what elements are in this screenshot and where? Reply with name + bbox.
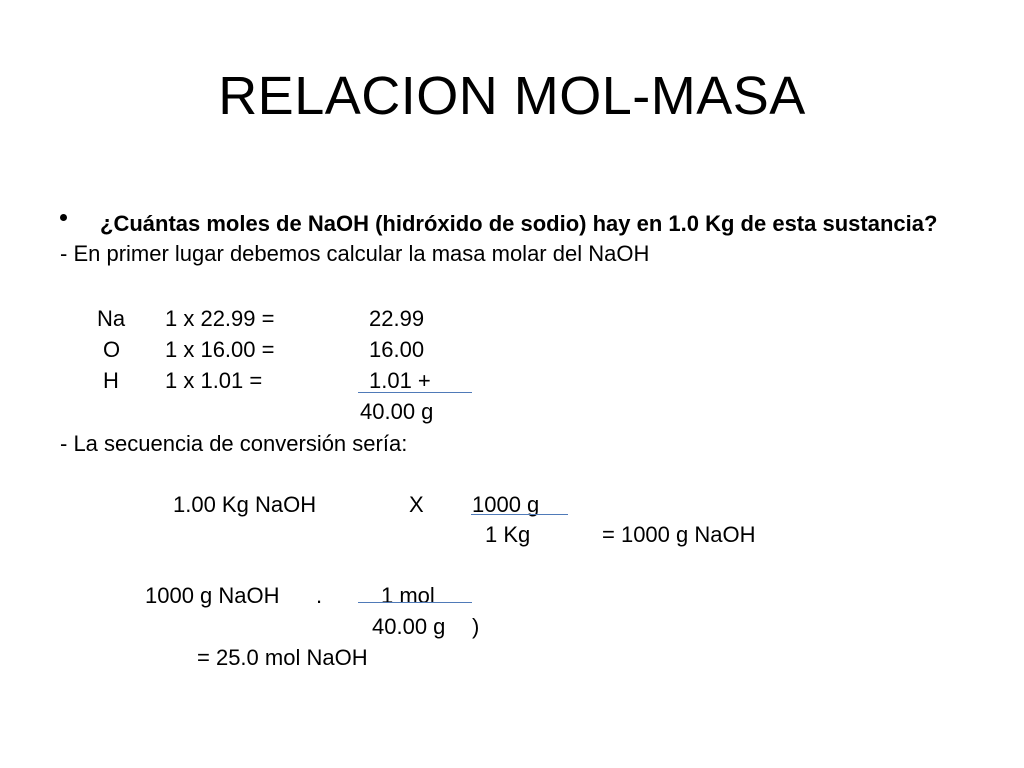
conv2-result: = 25.0 mol NaOH: [197, 645, 368, 670]
conv2-close-paren: ): [472, 614, 480, 639]
value-h: 1.01 +: [369, 368, 431, 393]
value-o: 16.00: [369, 337, 425, 362]
conv1-quantity: 1.00 Kg NaOH: [173, 492, 317, 517]
molar-mass-total: 40.00 g: [360, 399, 434, 424]
conv2-fraction-rule: [358, 602, 472, 603]
conv1-fraction-rule: [471, 514, 568, 515]
value-na: 22.99: [369, 306, 425, 331]
calc-h: 1 x 1.01 =: [165, 368, 263, 393]
bullet-icon: [60, 214, 67, 221]
conv2-numerator: 1 mol: [381, 583, 435, 608]
calc-o: 1 x 16.00 =: [165, 337, 275, 362]
conv2-operator: .: [316, 583, 323, 608]
element-o: O: [103, 337, 121, 362]
conv1-numerator: 1000 g: [472, 492, 540, 517]
question-text: ¿Cuántas moles de NaOH (hidróxido de sodio) hay en 1.0 Kg de esta sustancia?: [100, 211, 938, 236]
sum-rule: [358, 392, 472, 393]
conv1-operator: X: [409, 492, 424, 517]
conv2-quantity: 1000 g NaOH: [145, 583, 280, 608]
conv1-result: = 1000 g NaOH: [602, 522, 756, 547]
element-na: Na: [97, 306, 126, 331]
calc-na: 1 x 22.99 =: [165, 306, 275, 331]
element-h: H: [103, 368, 119, 393]
step2-text: - La secuencia de conversión sería:: [60, 431, 408, 456]
conv1-denominator: 1 Kg: [485, 522, 531, 547]
conv2-denominator: 40.00 g: [372, 614, 446, 639]
step1-text: - En primer lugar debemos calcular la masa molar del NaOH: [60, 241, 650, 266]
slide-title: RELACION MOL-MASA: [218, 66, 806, 126]
